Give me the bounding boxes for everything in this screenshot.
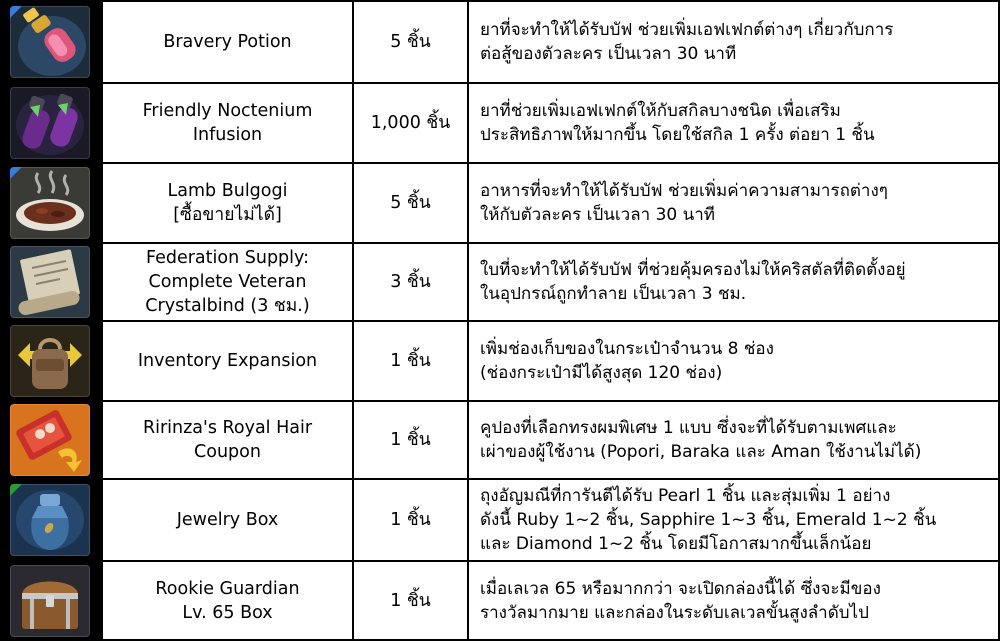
item-description: อาหารที่จะทำให้ได้รับบัฟ ช่วยเพิ่มค่าความสามารถต่างๆ ให้กับตัวละคร เป็นเวลา 30 นาที [468, 163, 999, 243]
potion-icon [10, 6, 90, 78]
coupon-icon [10, 404, 90, 476]
item-icon-cell [1, 1, 102, 83]
item-icon-cell [1, 479, 102, 561]
bag-expand-icon [10, 325, 90, 397]
item-description: ยาที่ช่วยเพิ่มเอฟเฟกต์ให้กับสกิลบางชนิด เพื่อเสริม ประสิทธิภาพให้มากขึ้น โดยใช้สกิล 1 ครั้ง ต่อยา 1 ชิ้น [468, 83, 999, 163]
item-description: ใบที่จะทำให้ได้รับบัฟ ที่ช่วยคุ้มครองไม่ให้คริสตัลที่ติดตั้งอยู่ ในอุปกรณ์ถูกทำลาย เป็นเวลา 3 ชม. [468, 243, 999, 321]
table-row [1, 401, 999, 479]
item-name: Inventory Expansion [102, 321, 353, 401]
jewel-pouch-icon [10, 484, 90, 556]
item-quantity: 5 ชิ้น [353, 1, 468, 83]
table-row [1, 561, 999, 640]
item-quantity: 1 ชิ้น [353, 479, 468, 561]
table-row [1, 163, 999, 243]
scroll-icon [10, 246, 90, 318]
item-name: Jewelry Box [102, 479, 353, 561]
item-description: ถุงอัญมณีที่การันตีได้รับ Pearl 1 ชิ้น และสุ่มเพิ่ม 1 อย่าง ดังนี้ Ruby 1~2 ชิ้น, Sapphire 1~3 ชิ้น, Emerald 1~2 ชิ้น และ Diamond 1~2 ชิ้น โดยมีโอกาสมากขึ้นเล็กน้อย [468, 479, 999, 561]
item-quantity: 5 ชิ้น [353, 163, 468, 243]
item-quantity: 1,000 ชิ้น [353, 83, 468, 163]
item-name: Ririnza's Royal Hair Coupon [102, 401, 353, 479]
table-row [1, 321, 999, 401]
item-description: เมื่อเลเวล 65 หรือมากกว่า จะเปิดกล่องนี้ได้ ซึ่งจะมีของ รางวัลมากมาย และกล่องในระดับเลเวลขั้นสูงลำดับไป [468, 561, 999, 640]
treasure-chest-icon [10, 565, 90, 637]
item-icon-cell [1, 243, 102, 321]
item-icon-cell [1, 401, 102, 479]
item-description: ยาที่จะทำให้ได้รับบัฟ ช่วยเพิ่มเอฟเฟกต์ต่างๆ เกี่ยวกับการ ต่อสู้ของตัวละคร เป็นเวลา 30 นาที [468, 1, 999, 83]
item-description: คูปองที่เลือกทรงผมพิเศษ 1 แบบ ซึ่งจะที่ได้รับตามเพศและ เผ่าของผู้ใช้งาน (Popori, Baraka และ Aman ใช้งานไม่ได้) [468, 401, 999, 479]
item-icon-cell [1, 163, 102, 243]
item-quantity: 1 ชิ้น [353, 561, 468, 640]
food-plate-icon [10, 167, 90, 239]
item-name: Federation Supply: Complete Veteran Crystalbind (3 ชม.) [102, 243, 353, 321]
item-name: Rookie Guardian Lv. 65 Box [102, 561, 353, 640]
item-name: Bravery Potion [102, 1, 353, 83]
item-icon-cell [1, 321, 102, 401]
item-description: เพิ่มช่องเก็บของในกระเป๋าจำนวน 8 ช่อง (ช่องกระเป๋ามีได้สูงสุด 120 ช่อง) [468, 321, 999, 401]
table-row [1, 83, 999, 163]
item-name: Friendly Noctenium Infusion [102, 83, 353, 163]
item-name: Lamb Bulgogi [ซื้อขายไม่ได้] [102, 163, 353, 243]
item-icon-cell [1, 561, 102, 640]
table-row [1, 479, 999, 561]
item-quantity: 1 ชิ้น [353, 401, 468, 479]
item-quantity: 3 ชิ้น [353, 243, 468, 321]
infusion-icon [10, 87, 90, 159]
item-quantity: 1 ชิ้น [353, 321, 468, 401]
table-row [1, 243, 999, 321]
table-row [1, 1, 999, 83]
item-icon-cell [1, 83, 102, 163]
